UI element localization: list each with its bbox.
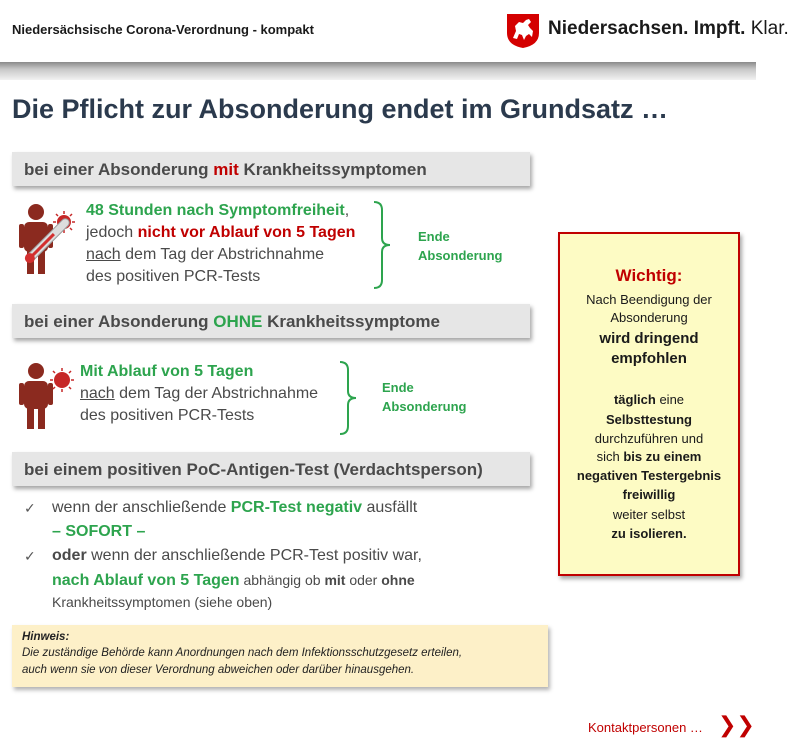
s2-line-2: nach dem Tag der Abstrichnahme — [80, 385, 319, 402]
s2-line-1: Mit Ablauf von 5 Tagen — [80, 363, 254, 380]
page-title: Die Pflicht zur Absonderung endet im Grundsatz … — [12, 94, 669, 124]
section-bar-without-symptoms: bei einer Absonderung OHNE Krankheitssymptome — [12, 304, 530, 338]
check-item-2: ✓ oder wenn der anschließende PCR-Test positiv war, — [24, 545, 394, 567]
check-item-1-sofort: – SOFORT – — [52, 523, 146, 540]
check-item-2-line-2: nach Ablauf von 5 Tagen abhängig ob mit oder ohne — [52, 572, 415, 589]
header-title: Niedersächsische Corona-Verordnung - kompakt — [12, 22, 314, 37]
brand-slogan: Niedersachsen. Impft. Klar. — [548, 18, 789, 39]
s1-curly-brace — [372, 200, 392, 290]
section-bar-with-symptoms: bei einer Absonderung mit Krankheitssymptomen — [12, 152, 530, 186]
section-bar-antigen-test: bei einem positiven PoC-Antigen-Test (Verdachtsperson) — [12, 452, 530, 486]
s1-line-1: 48 Stunden nach Symptomfreiheit, — [86, 202, 350, 219]
s1-ende-label: Ende Absonderung — [418, 229, 503, 263]
s1-line-3: nach dem Tag der Abstrichnahme — [86, 246, 325, 263]
hinweis-note-box: Hinweis: Die zuständige Behörde kann Anordnungen nach dem Infektionsschutzgesetz erteilen, auch wenn sie von dieser Verordnung abweichen oder darüber hinausgehen. — [12, 625, 548, 687]
next-page-link-kontaktpersonen[interactable]: Kontaktpersonen … — [588, 720, 703, 735]
checkmark-icon: ✓ — [24, 548, 36, 564]
s1-line-2: jedoch nicht vor Ablauf von 5 Tagen — [86, 224, 356, 241]
infected-person-icon — [14, 360, 78, 430]
check-item-2-line-3: Krankheitssymptomen (siehe oben) — [52, 594, 273, 610]
double-chevron-right-icon[interactable]: ❯❯ — [718, 712, 755, 737]
s2-line-3: des positiven PCR-Tests — [80, 407, 255, 424]
sick-person-thermometer-icon — [12, 200, 80, 276]
wichtig-info-box: Wichtig: Nach Beendigung der Absonderung wird dringend empfohlen täglich eine Selbsttestung durchzuführen und sich bis zu einem negativen Testergebnis freiwillig weiter selbst zu isolieren. — [558, 232, 740, 576]
checkmark-icon: ✓ — [24, 500, 36, 516]
s2-curly-brace — [338, 360, 358, 436]
lower-saxony-horse-logo-icon — [506, 13, 540, 49]
check-item-1: ✓ wenn der anschließende PCR-Test negativ ausfällt — [24, 497, 389, 519]
top-header — [0, 0, 789, 62]
s1-line-4: des positiven PCR-Tests — [86, 268, 261, 285]
header-shadow-divider — [0, 62, 756, 80]
s2-ende-label: Ende Absonderung — [382, 380, 467, 414]
